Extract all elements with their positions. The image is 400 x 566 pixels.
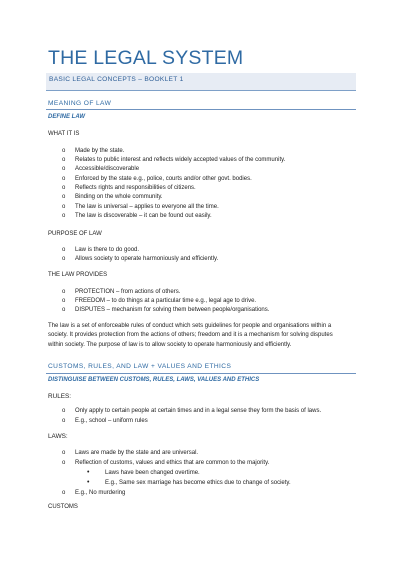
- bullet-marker: o: [62, 418, 66, 424]
- list-item-text: Binding on the whole community.: [75, 194, 163, 200]
- label-what-it-is: WHAT IT IS: [48, 131, 80, 137]
- list-item-text: Relates to public interest and reflects widely accepted values of the community.: [75, 157, 286, 163]
- list-item-text: Accessible/discoverable: [75, 166, 140, 172]
- document-title: THE LEGAL SYSTEM: [48, 47, 244, 69]
- label-purpose-of-law: PURPOSE OF LAW: [48, 231, 102, 237]
- bullet-marker: o: [62, 289, 66, 295]
- list-item-text: DISPUTES – mechanism for solving them between people/organisations.: [75, 307, 270, 313]
- bullet-marker: o: [62, 176, 66, 182]
- section-divider: [46, 109, 356, 110]
- bullet-marker: o: [62, 157, 66, 163]
- list-item-text: Only apply to certain people at certain times and in a legal sense they form the basis of laws.: [75, 408, 322, 414]
- list-item-text: Laws are made by the state and are universal.: [75, 450, 199, 456]
- subheading-define-law: DEFINE LAW: [48, 114, 85, 120]
- list-item-text: Reflection of customs, values and ethics that are common to the majority.: [75, 460, 270, 466]
- subtitle-banner: [46, 73, 356, 91]
- bullet-marker: o: [62, 194, 66, 200]
- label-the-law-provides: THE LAW PROVIDES: [48, 272, 108, 278]
- list-item-text: PROTECTION – from actions of others.: [75, 289, 181, 295]
- label-laws: LAWS:: [48, 433, 68, 440]
- bullet-marker: o: [62, 204, 66, 210]
- list-item-text: E.g., school – uniform rules: [75, 418, 148, 424]
- section-heading-meaning-of-law: MEANING OF LAW: [48, 100, 112, 107]
- bullet-dot: •: [87, 479, 90, 486]
- list-item-text: Law is there to do good.: [75, 247, 140, 253]
- label-rules: RULES:: [48, 393, 72, 400]
- paragraph-line: within society. The purpose of law is to allow society to operate harmoniously and efficiently.: [48, 341, 292, 348]
- paragraph-line: The law is a set of enforceable rules of conduct which sets guidelines for people and organisations within a: [48, 323, 332, 329]
- bullet-dot: •: [87, 469, 90, 476]
- list-item-text: FREEDOM – to do things at a particular time e.g., legal age to drive.: [75, 298, 257, 304]
- list-item-text: The law is universal – applies to everyone all the time.: [75, 204, 219, 210]
- bullet-marker: o: [62, 408, 66, 414]
- bullet-marker: o: [62, 298, 66, 304]
- subheading-distinguish: DISTINGUISE BETWEEN CUSTOMS, RULES, LAWS, VALUES AND ETHICS: [48, 377, 260, 383]
- label-customs: CUSTOMS: [48, 504, 78, 510]
- bullet-marker: o: [62, 148, 66, 154]
- list-item-text: E.g., No murdering: [75, 490, 126, 496]
- section-heading-customs-rules-law: CUSTOMS, RULES, AND LAW + VALUES AND ETHICS: [48, 363, 232, 370]
- summary-paragraph: [48, 322, 360, 350]
- bullet-marker: o: [62, 450, 66, 456]
- list-item-text: The law is discoverable – it can be found out easily.: [75, 213, 212, 219]
- list-item-text: Laws have been changed overtime.: [105, 470, 200, 476]
- document-subtitle: BASIC LEGAL CONCEPTS – BOOKLET 1: [49, 76, 184, 83]
- bullet-marker: o: [62, 307, 66, 313]
- bullet-marker: o: [62, 460, 66, 466]
- bullet-marker: o: [62, 247, 66, 253]
- list-item-text: E.g., Same sex marriage has become ethics due to change of society.: [105, 480, 291, 486]
- list-item-text: Enforced by the state e.g., police, courts and/or other govt. bodies.: [75, 176, 252, 182]
- bullet-marker: o: [62, 213, 66, 219]
- list-item-text: Reflects rights and responsibilities of citizens.: [75, 185, 196, 191]
- section-divider: [46, 373, 356, 374]
- bullet-marker: o: [62, 185, 66, 191]
- list-item-text: Made by the state.: [75, 148, 125, 154]
- bullet-marker: o: [62, 256, 66, 262]
- bullet-marker: o: [62, 166, 66, 172]
- paragraph-line: society. It provides protection from the actions of others; freedom and it is a mechanism for solving disputes: [48, 332, 333, 339]
- list-item-text: Allows society to operate harmoniously and efficiently.: [75, 256, 219, 262]
- bullet-marker: o: [62, 490, 66, 496]
